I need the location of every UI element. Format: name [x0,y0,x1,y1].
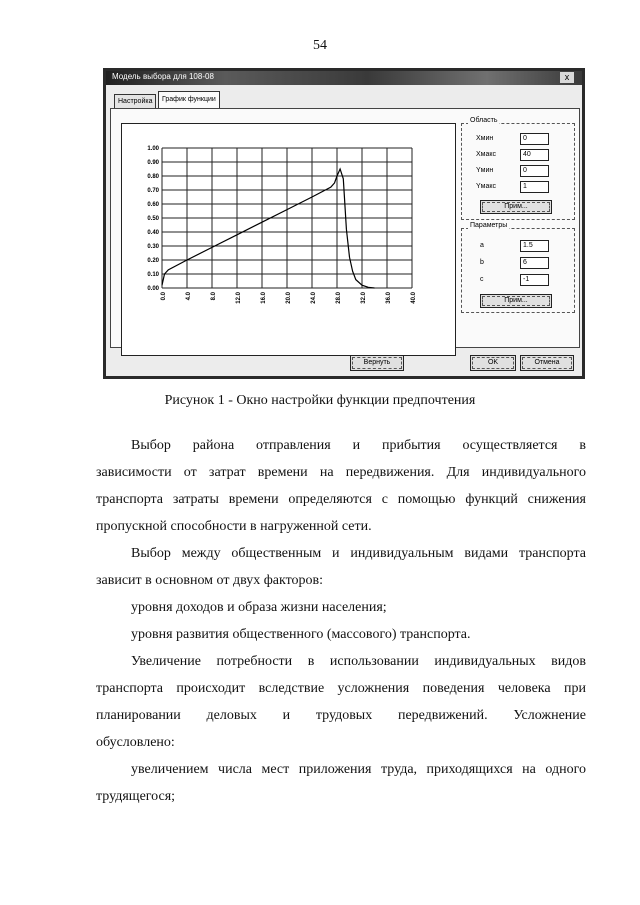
y-tick-label: 0.90 [147,160,159,166]
y-tick-label: 1.00 [147,146,159,152]
param-c-label: c [480,276,484,283]
ymax-input[interactable]: 1 [520,181,549,193]
y-tick-label: 0.10 [147,272,159,278]
y-tick-label: 0.00 [147,286,159,292]
paragraph-1-line-2: зависимости от затрат времени на передвижения. Для индивидуального [96,465,586,480]
xmin-label: Xмин [476,135,494,142]
x-tick-label: 16.0 [261,292,267,304]
paragraph-3-line-3: планировании деловых и трудовых передвижений. Усложнение [96,708,586,723]
xmax-input[interactable]: 40 [520,149,549,161]
param-b-input[interactable]: 6 [520,257,549,269]
region-group [461,117,575,220]
settings-window-screenshot [103,68,585,379]
list-item: уровня развития общественного (массового) транспорта. [131,627,471,642]
params-group [461,222,575,313]
paragraph-1-line-1: Выбор района отправления и прибытия осуществляется в [131,438,586,453]
y-tick-label: 0.60 [147,202,159,208]
x-tick-label: 12.0 [236,292,242,304]
x-tick-label: 28.0 [336,292,342,304]
settings-window [106,71,582,376]
region-apply-button[interactable]: Прим... [480,200,552,214]
x-tick-label: 0.0 [161,292,167,301]
ymin-input[interactable]: 0 [520,165,549,177]
paragraph-3-line-2: транспорта происходит вследствие усложнения поведения человека при [96,681,586,696]
list-item: уровня доходов и образа жизни населения; [131,600,387,615]
window-titlebar [106,71,582,85]
params-apply-button[interactable]: Прим... [480,294,552,308]
page-number: 54 [313,38,327,53]
x-tick-label: 32.0 [361,292,367,304]
xmax-label: Xмакс [476,151,497,158]
ymax-label: Yмакс [476,183,497,190]
x-tick-label: 24.0 [311,292,317,304]
paragraph-3-line-1: Увеличение потребности в использовании индивидуальных видов [131,654,586,669]
param-b-label: b [480,259,484,266]
figure-caption: Рисунок 1 - Окно настройки функции предпочтения [164,393,476,408]
y-tick-label: 0.30 [147,244,159,250]
y-tick-label: 0.20 [147,258,159,264]
y-tick-label: 0.80 [147,174,159,180]
graph-tab-panel [110,108,580,348]
paragraph-2-line-1: Выбор между общественным и индивидуальным видами транспорта [131,546,586,561]
paragraph-1-line-4: пропускной способности в нагруженной сети. [96,519,372,534]
paragraph-4-line-2: трудящегося; [96,789,176,804]
y-tick-label: 0.50 [147,216,159,222]
window-title: Модель выбора для 108-08 [112,72,214,81]
xmin-input[interactable]: 0 [520,133,549,145]
paragraph-1-line-3: транспорта затраты времени определяются с помощью функций снижения [96,492,586,507]
region-group-label: Область [470,117,498,124]
tab-function-graph[interactable]: График функции [158,91,220,109]
y-tick-label: 0.70 [147,188,159,194]
x-tick-label: 20.0 [286,292,292,304]
plot-frame [121,123,456,356]
function-chart [122,124,455,355]
param-c-input[interactable]: -1 [520,274,549,286]
param-a-label: a [480,242,484,249]
params-group-label: Параметры [470,222,508,229]
x-tick-label: 8.0 [211,292,217,301]
param-a-input[interactable]: 1.5 [520,240,549,252]
series-line-preference [162,169,375,288]
y-tick-label: 0.40 [147,230,159,236]
paragraph-3-line-4: обусловлено: [96,735,175,750]
cancel-button[interactable]: Отмена [520,355,574,371]
close-icon[interactable]: x [560,72,574,83]
tab-settings[interactable]: Настройка [114,94,156,108]
restore-button[interactable]: Вернуть [350,355,404,371]
x-tick-label: 36.0 [386,292,392,304]
ymin-label: Yмин [476,167,494,174]
x-tick-label: 40.0 [411,292,417,304]
ok-button[interactable]: OK [470,355,516,371]
x-tick-label: 4.0 [186,292,192,301]
paragraph-4-line-1: увеличением числа мест приложения труда, приходящихся на одного [131,762,586,777]
paragraph-2-line-2: зависит в основном от двух факторов: [96,573,324,588]
